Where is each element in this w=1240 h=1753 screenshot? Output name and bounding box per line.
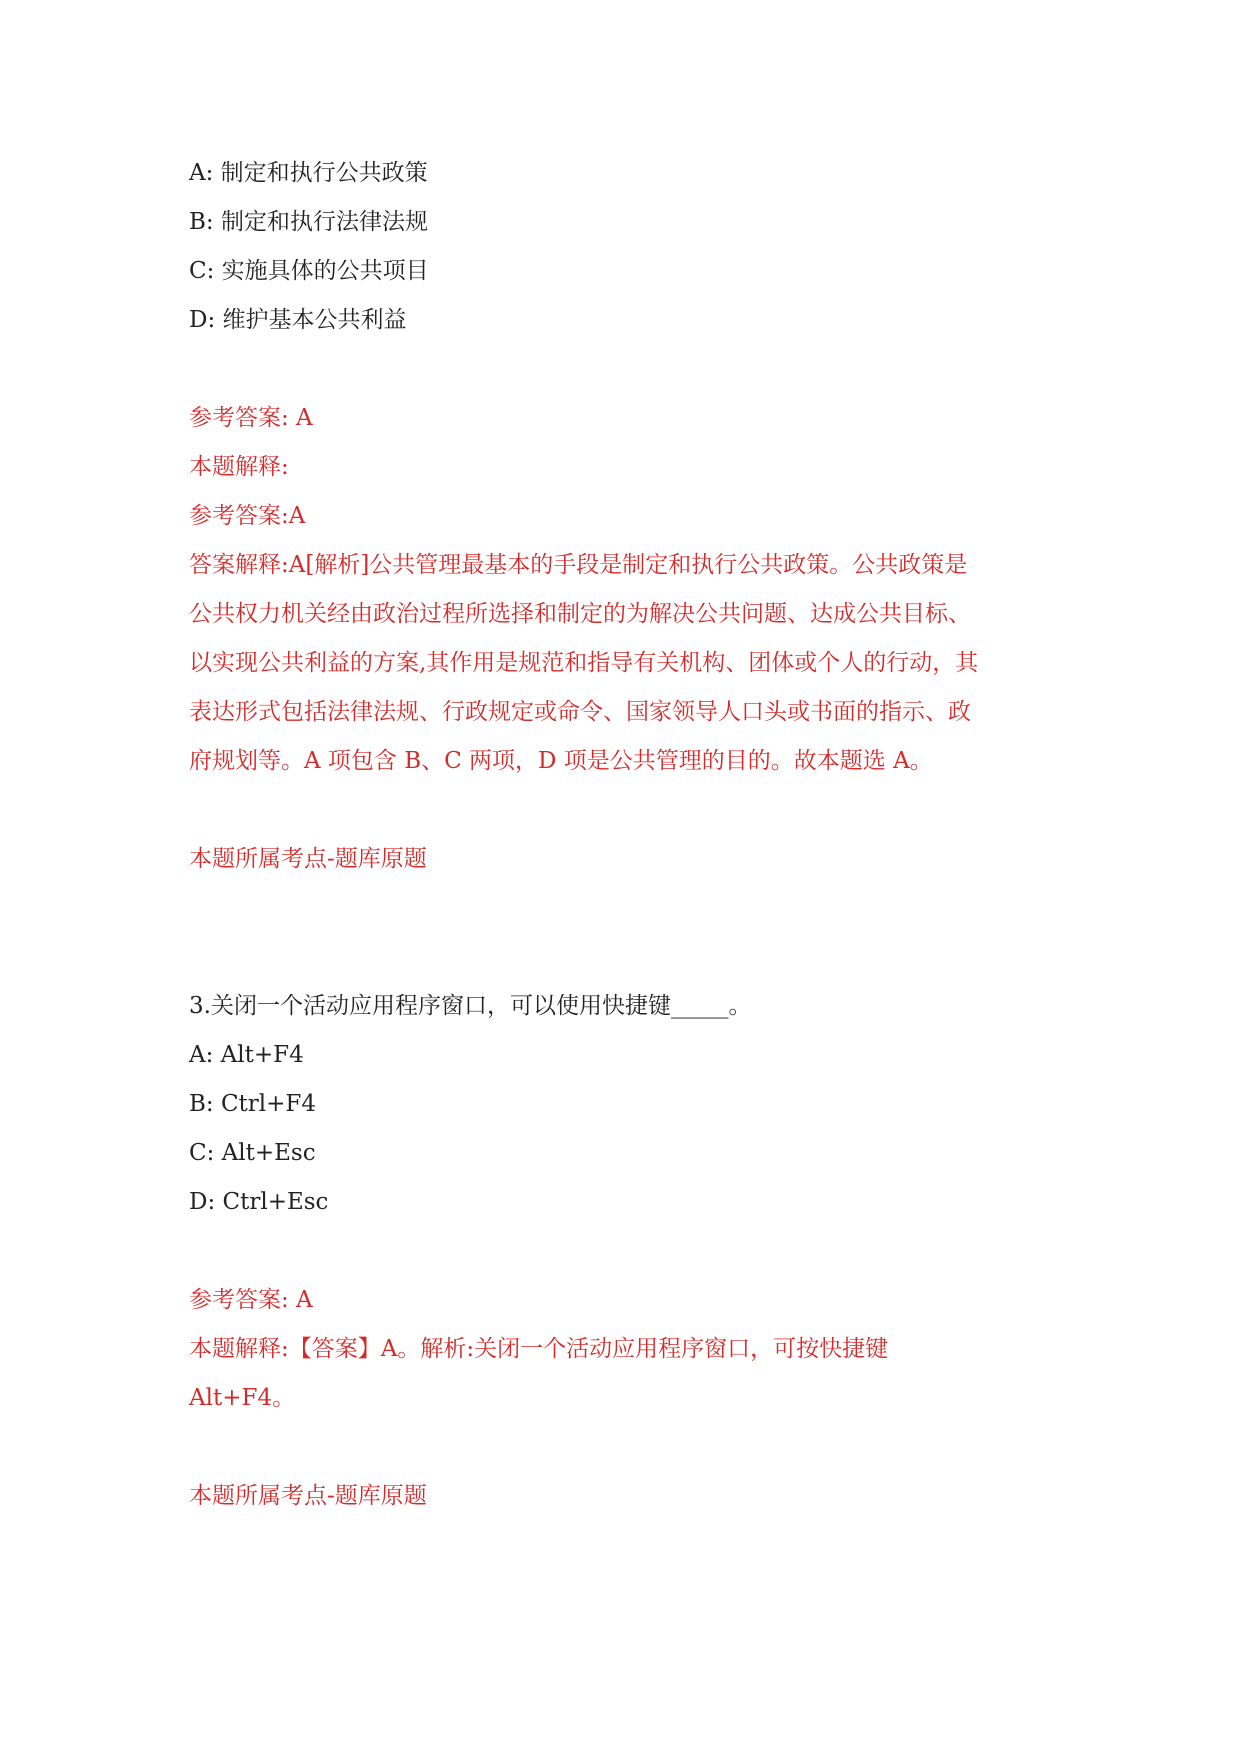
topic-label: 本题所属考点-题库原题	[189, 846, 427, 872]
q3-topic-label: 本题所属考点-题库原题	[189, 1483, 427, 1509]
explanation-line-1: 答案解释:A[解析]公共管理最基本的手段是制定和执行公共政策。公共政策是	[189, 552, 968, 578]
option-b: B: 制定和执行法律法规	[189, 209, 428, 235]
q3-option-d: D: Ctrl+Esc	[189, 1189, 329, 1215]
q3-option-c: C: Alt+Esc	[189, 1140, 316, 1166]
explanation-heading: 本题解释:	[189, 454, 289, 480]
explanation-line-2: 公共权力机关经由政治过程所选择和制定的为解决公共问题、达成公共目标、	[189, 601, 971, 627]
explanation-line-4: 表达形式包括法律法规、行政规定或命令、国家领导人口头或书面的指示、政	[189, 699, 971, 725]
q3-explanation-line-2: Alt+F4。	[189, 1385, 296, 1411]
q3-option-b: B: Ctrl+F4	[189, 1091, 317, 1117]
q3-explanation-line-1: 本题解释:【答案】A。解析:关闭一个活动应用程序窗口，可按快捷键	[189, 1336, 889, 1362]
answer-reference-2: 参考答案:A	[189, 503, 306, 529]
answer-reference: 参考答案: A	[189, 405, 313, 431]
explanation-line-5: 府规划等。A 项包含 B、C 两项，D 项是公共管理的目的。故本题选 A。	[189, 748, 933, 774]
option-a: A: 制定和执行公共政策	[189, 160, 428, 186]
option-d: D: 维护基本公共利益	[189, 307, 407, 333]
option-c: C: 实施具体的公共项目	[189, 258, 429, 284]
question-3-title: 3.关闭一个活动应用程序窗口，可以使用快捷键_____。	[189, 993, 752, 1019]
explanation-line-3: 以实现公共利益的方案,其作用是规范和指导有关机构、团体或个人的行动，其	[189, 650, 979, 676]
q3-option-a: A: Alt+F4	[189, 1042, 304, 1068]
q3-answer-reference: 参考答案: A	[189, 1287, 313, 1313]
